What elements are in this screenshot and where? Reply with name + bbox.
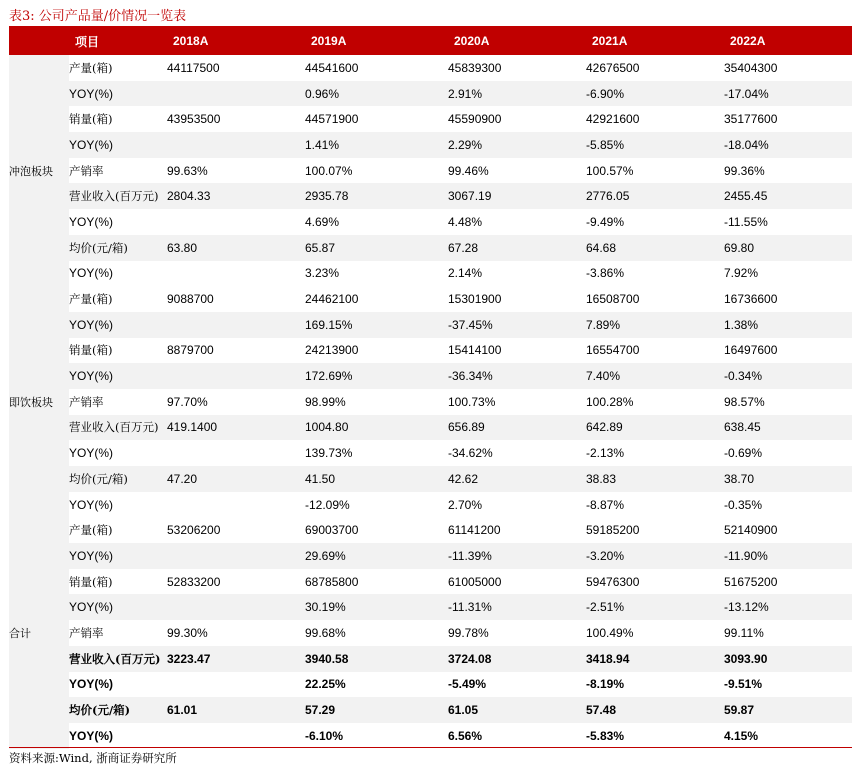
value-cell: 51675200: [724, 574, 778, 589]
table-row: [9, 415, 852, 441]
value-cell: -11.55%: [724, 214, 768, 229]
value-cell: 2.70%: [448, 497, 483, 512]
value-cell: -9.49%: [586, 214, 625, 229]
value-cell: 16508700: [586, 292, 640, 307]
row-label: 营业收入(百万元): [69, 646, 167, 672]
value-cell: 656.89: [448, 415, 586, 441]
value-cell: 3067.19: [448, 183, 586, 209]
value-cell: 100.73%: [448, 394, 496, 409]
table-row: [9, 55, 852, 81]
value-cell: -0.69%: [724, 446, 763, 461]
segment-label: 冲泡板块: [9, 55, 69, 286]
value-cell: 45839300: [448, 60, 502, 75]
header-year: 2019A: [305, 27, 448, 55]
value-cell: 59185200: [586, 523, 640, 538]
table-row: [9, 209, 852, 235]
value-cell: -18.04%: [724, 132, 852, 158]
table-row: [9, 81, 852, 107]
value-cell: 42.62: [448, 466, 586, 492]
value-cell: 63.80: [167, 235, 305, 261]
row-label: 均价(元/箱): [69, 697, 167, 723]
value-cell: 139.73%: [305, 446, 353, 461]
table-row: [9, 389, 852, 415]
value-cell: [167, 312, 305, 338]
table-row: [9, 492, 852, 518]
row-label: YOY(%): [69, 214, 114, 229]
value-cell: 16497600: [724, 343, 778, 358]
row-label: YOY(%): [69, 677, 114, 692]
row-label: YOY(%): [69, 728, 114, 743]
value-cell: -11.31%: [448, 594, 586, 620]
value-cell: [167, 209, 305, 235]
value-cell: -0.34%: [724, 363, 852, 389]
value-cell: 57.29: [305, 697, 448, 723]
value-cell: 4.48%: [448, 214, 483, 229]
value-cell: 64.68: [586, 235, 724, 261]
value-cell: 1.38%: [724, 312, 852, 338]
row-label: 均价(元/箱): [69, 466, 167, 492]
value-cell: 3418.94: [586, 646, 724, 672]
value-cell: 38.83: [586, 466, 724, 492]
value-cell: 2.91%: [448, 81, 586, 107]
table-row: [9, 286, 852, 312]
value-cell: 59476300: [586, 574, 640, 589]
value-cell: 3093.90: [724, 646, 852, 672]
value-cell: 2804.33: [167, 183, 305, 209]
value-cell: 52140900: [724, 523, 778, 538]
value-cell: 3940.58: [305, 646, 448, 672]
value-cell: 98.99%: [305, 394, 346, 409]
value-cell: 30.19%: [305, 594, 448, 620]
value-cell: 43953500: [167, 112, 221, 127]
value-cell: 44117500: [167, 60, 220, 75]
value-cell: 3.23%: [305, 266, 340, 281]
value-cell: -13.12%: [724, 594, 852, 620]
table-row: [9, 697, 852, 723]
value-cell: [167, 723, 305, 749]
value-cell: 24213900: [305, 343, 359, 358]
value-cell: 99.11%: [724, 625, 764, 640]
table-row: [9, 183, 852, 209]
value-cell: 22.25%: [305, 677, 346, 692]
value-cell: 44571900: [305, 112, 359, 127]
value-cell: 100.57%: [586, 163, 634, 178]
row-label: YOY(%): [69, 81, 167, 107]
value-cell: -5.83%: [586, 728, 625, 743]
row-label: 产销率: [69, 394, 104, 409]
table-row: [9, 312, 852, 338]
value-cell: 35404300: [724, 60, 778, 75]
value-cell: -11.90%: [724, 543, 852, 569]
value-cell: -6.90%: [586, 81, 724, 107]
value-cell: 61005000: [448, 574, 502, 589]
row-label: YOY(%): [69, 594, 167, 620]
value-cell: 47.20: [167, 466, 305, 492]
value-cell: 7.89%: [586, 312, 724, 338]
value-cell: 67.28: [448, 235, 586, 261]
row-label: 营业收入(百万元): [69, 183, 167, 209]
value-cell: 3223.47: [167, 646, 305, 672]
value-cell: -2.13%: [586, 446, 625, 461]
row-label: YOY(%): [69, 266, 114, 281]
row-label: 均价(元/箱): [69, 235, 167, 261]
value-cell: 7.92%: [724, 266, 759, 281]
value-cell: 8879700: [167, 343, 214, 358]
value-cell: -8.19%: [586, 677, 625, 692]
data-table: [9, 27, 852, 749]
value-cell: 59.87: [724, 697, 852, 723]
value-cell: 4.15%: [724, 728, 759, 743]
table-row: [9, 106, 852, 132]
value-cell: 35177600: [724, 112, 778, 127]
value-cell: 53206200: [167, 523, 221, 538]
header-segment-cell: [9, 27, 69, 55]
value-cell: 69003700: [305, 523, 359, 538]
value-cell: 100.49%: [586, 625, 634, 640]
value-cell: [167, 543, 305, 569]
value-cell: 65.87: [305, 235, 448, 261]
table-row: [9, 620, 852, 646]
table-row: [9, 594, 852, 620]
value-cell: 2776.05: [586, 183, 724, 209]
table-row: [9, 517, 852, 543]
value-cell: 68785800: [305, 574, 359, 589]
value-cell: 99.78%: [448, 625, 489, 640]
table-row: [9, 672, 852, 698]
table-row: [9, 543, 852, 569]
value-cell: [167, 672, 305, 698]
value-cell: 2.14%: [448, 266, 483, 281]
value-cell: 0.96%: [305, 81, 448, 107]
value-cell: 2935.78: [305, 183, 448, 209]
row-label: 产量(箱): [69, 523, 113, 538]
table-row: [9, 261, 852, 287]
row-label: YOY(%): [69, 312, 167, 338]
row-label: 产销率: [69, 625, 104, 640]
value-cell: -5.49%: [448, 677, 487, 692]
header-year: 2022A: [724, 27, 852, 55]
value-cell: -0.35%: [724, 497, 763, 512]
row-label: YOY(%): [69, 497, 114, 512]
value-cell: 1004.80: [305, 415, 448, 441]
value-cell: 15414100: [448, 343, 502, 358]
value-cell: 99.68%: [305, 625, 346, 640]
header-item: 项目: [69, 27, 167, 55]
value-cell: 42921600: [586, 112, 640, 127]
value-cell: -8.87%: [586, 497, 625, 512]
value-cell: 41.50: [305, 466, 448, 492]
value-cell: 29.69%: [305, 543, 448, 569]
table-row: [9, 569, 852, 595]
value-cell: 100.28%: [586, 394, 634, 409]
segment-label: 合计: [9, 517, 69, 748]
value-cell: 1.41%: [305, 132, 448, 158]
value-cell: 98.57%: [724, 394, 765, 409]
value-cell: 38.70: [724, 466, 852, 492]
value-cell: 57.48: [586, 697, 724, 723]
table-row: [9, 132, 852, 158]
value-cell: 9088700: [167, 292, 214, 307]
value-cell: 99.46%: [448, 163, 489, 178]
value-cell: 97.70%: [167, 394, 208, 409]
value-cell: 100.07%: [305, 163, 353, 178]
row-label: 产销率: [69, 163, 104, 178]
value-cell: 419.1400: [167, 415, 305, 441]
value-cell: [167, 81, 305, 107]
value-cell: -12.09%: [305, 497, 350, 512]
value-cell: 4.69%: [305, 214, 340, 229]
value-cell: 61.05: [448, 697, 586, 723]
value-cell: -2.51%: [586, 594, 724, 620]
value-cell: 99.63%: [167, 163, 208, 178]
value-cell: 3724.08: [448, 646, 586, 672]
value-cell: [167, 440, 305, 466]
value-cell: [167, 132, 305, 158]
header-row: [9, 27, 852, 55]
value-cell: 172.69%: [305, 363, 448, 389]
value-cell: [167, 261, 305, 287]
value-cell: 169.15%: [305, 312, 448, 338]
table-row: [9, 466, 852, 492]
value-cell: [167, 363, 305, 389]
row-label: 销量(箱): [69, 112, 113, 127]
value-cell: -17.04%: [724, 81, 852, 107]
source-note: 资料来源:Wind, 浙商证券研究所: [9, 751, 177, 765]
value-cell: 69.80: [724, 235, 852, 261]
row-label: 销量(箱): [69, 343, 113, 358]
value-cell: 2.29%: [448, 132, 586, 158]
value-cell: -3.20%: [586, 543, 724, 569]
row-label: 产量(箱): [69, 292, 113, 307]
value-cell: -9.51%: [724, 677, 763, 692]
row-label: 产量(箱): [69, 60, 113, 75]
table-title: 表3: 公司产品量/价情况一览表: [9, 9, 187, 24]
table-body: [9, 55, 852, 749]
table-row: [9, 158, 852, 184]
value-cell: -3.86%: [586, 266, 625, 281]
value-cell: 45590900: [448, 112, 502, 127]
header-year: 2020A: [448, 27, 586, 55]
bottom-rule: [9, 747, 852, 748]
value-cell: 638.45: [724, 415, 852, 441]
value-cell: 6.56%: [448, 728, 483, 743]
value-cell: 642.89: [586, 415, 724, 441]
value-cell: 7.40%: [586, 363, 724, 389]
value-cell: -6.10%: [305, 728, 344, 743]
table-row: [9, 235, 852, 261]
header-year: 2021A: [586, 27, 724, 55]
table-row: [9, 363, 852, 389]
value-cell: 2455.45: [724, 183, 852, 209]
header-year: 2018A: [167, 27, 305, 55]
row-label: YOY(%): [69, 363, 167, 389]
value-cell: [167, 594, 305, 620]
value-cell: 15301900: [448, 292, 502, 307]
value-cell: -37.45%: [448, 312, 586, 338]
table-row: [9, 338, 852, 364]
value-cell: -11.39%: [448, 543, 586, 569]
table-row: [9, 646, 852, 672]
value-cell: 24462100: [305, 292, 359, 307]
value-cell: 52833200: [167, 574, 221, 589]
value-cell: -34.62%: [448, 446, 493, 461]
row-label: 营业收入(百万元): [69, 415, 167, 441]
row-label: 销量(箱): [69, 574, 113, 589]
value-cell: -36.34%: [448, 363, 586, 389]
table-row: [9, 723, 852, 749]
row-label: YOY(%): [69, 446, 114, 461]
value-cell: -5.85%: [586, 132, 724, 158]
value-cell: 61141200: [448, 523, 501, 538]
value-cell: 16736600: [724, 292, 778, 307]
row-label: YOY(%): [69, 132, 167, 158]
value-cell: [167, 492, 305, 518]
row-label: YOY(%): [69, 543, 167, 569]
value-cell: 42676500: [586, 60, 640, 75]
value-cell: 99.30%: [167, 625, 208, 640]
value-cell: 44541600: [305, 60, 359, 75]
table-row: [9, 440, 852, 466]
value-cell: 16554700: [586, 343, 640, 358]
value-cell: 99.36%: [724, 163, 765, 178]
segment-label: 即饮板块: [9, 286, 69, 517]
value-cell: 61.01: [167, 697, 305, 723]
